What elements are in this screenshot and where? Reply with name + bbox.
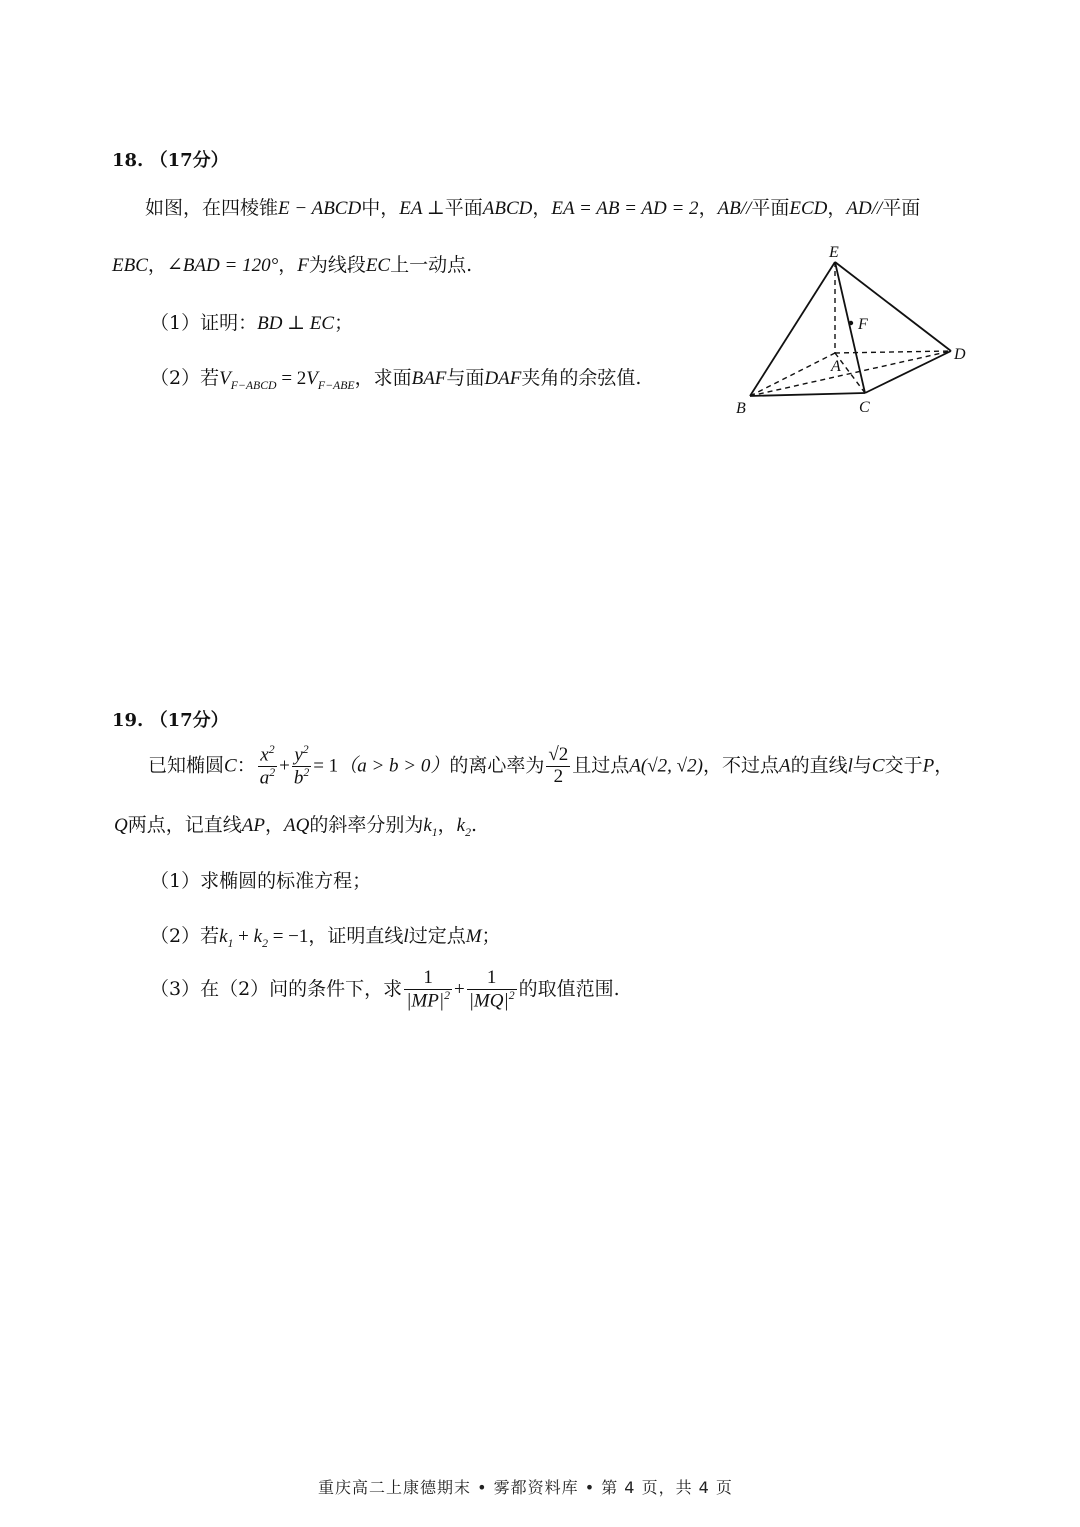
q18-part1 [150, 314, 353, 333]
math [423, 815, 438, 839]
text: 夹角的余弦值. [521, 367, 642, 389]
fraction-1-mp2 [404, 968, 452, 1012]
text: ， [437, 814, 457, 836]
text: ，不过点 [702, 754, 779, 777]
label-E: E [829, 244, 839, 261]
math: BD ⊥ EC [257, 313, 335, 334]
math: EC [365, 255, 391, 276]
numerator: √2 [548, 744, 569, 766]
math: y [294, 744, 303, 766]
math: l [847, 755, 853, 777]
label-F: F [858, 316, 868, 333]
subscript: 2 [262, 936, 268, 950]
numerator [258, 744, 277, 767]
math: P [922, 755, 935, 777]
math: DAF [484, 368, 522, 389]
text: 平面 [751, 197, 790, 219]
text: 上一动点. [390, 254, 473, 276]
label-A: A [831, 358, 841, 375]
numerator: 1 [404, 968, 452, 990]
math: ECD [789, 198, 828, 219]
text: 与 [852, 754, 872, 777]
text: 的取值范围. [518, 978, 620, 1001]
math [253, 926, 268, 950]
fraction-x2-a2 [258, 744, 277, 789]
text: 已知椭圆 [148, 754, 225, 777]
text: 交于 [884, 754, 923, 777]
text: 平面 [444, 197, 483, 219]
math: l [403, 926, 409, 947]
label-B: B [736, 400, 746, 417]
math: ABCD [482, 198, 533, 219]
q19-part2 [150, 927, 501, 950]
math: A(√2, √2) [629, 755, 703, 777]
math: A [778, 755, 791, 777]
denominator [467, 990, 517, 1012]
v-symbol: V [306, 368, 318, 389]
text: . [471, 814, 478, 836]
text: 与面 [446, 367, 485, 389]
text: ，证明直线 [308, 925, 404, 947]
exponent: 2 [508, 988, 515, 1002]
q18-header: 18. （17分） [112, 150, 229, 171]
text: ， [698, 197, 718, 219]
fraction-y2-b2 [292, 744, 311, 789]
denominator [292, 767, 311, 789]
text: ， [278, 254, 298, 276]
math: EA ⊥ [399, 198, 445, 219]
text: ， [827, 197, 847, 219]
math [456, 815, 471, 839]
subscript: 1 [227, 936, 234, 950]
text: ，求面 [354, 367, 412, 389]
math: = −1 [267, 926, 309, 947]
text: 平面 [882, 197, 921, 219]
denominator: 2 [553, 766, 564, 788]
math [219, 926, 234, 950]
math: F [297, 255, 309, 276]
denominator [404, 990, 452, 1012]
q19-part1: （1）求椭圆的标准方程； [150, 870, 372, 892]
k-symbol: k [219, 926, 228, 947]
math: b [293, 767, 304, 789]
q19-part3 [150, 968, 620, 1012]
math: C [871, 755, 885, 777]
exponent: 2 [444, 988, 450, 1002]
math: AB// [717, 198, 752, 219]
k-symbol: k [253, 926, 263, 947]
math: M [465, 926, 482, 947]
math: x [260, 744, 269, 766]
text: ： [236, 754, 256, 777]
text: 为线段 [308, 254, 366, 276]
math: Q [114, 815, 128, 836]
math: E − ABCD [278, 198, 362, 219]
edge-EB [750, 262, 835, 396]
q19-line2 [114, 816, 477, 839]
text: ， [147, 254, 167, 276]
subscript: 1 [431, 825, 438, 839]
q19-header: 19. （17分） [112, 710, 229, 731]
text: （3）在（2）问的条件下，求 [150, 978, 403, 1001]
math: = 1 [313, 755, 339, 777]
math: + [279, 755, 290, 777]
math: （a > b > 0） [338, 755, 450, 777]
text: 过定点 [408, 925, 466, 947]
q19-line1 [148, 744, 953, 789]
math: BAF [411, 368, 447, 389]
point-F [849, 321, 853, 325]
math: |MP| [406, 990, 445, 1012]
math: AQ [283, 815, 310, 836]
text: （2）若 [150, 367, 220, 389]
exponent: 2 [269, 766, 276, 780]
math: EBC [112, 255, 148, 276]
subscript: F−ABE [317, 378, 355, 392]
numerator: 1 [467, 968, 517, 990]
v-symbol: V [219, 368, 231, 389]
text: ； [481, 925, 501, 947]
exponent: 2 [268, 743, 275, 756]
pyramid-figure [725, 238, 975, 423]
text: ， [264, 814, 284, 836]
q18-line2 [112, 256, 472, 275]
math: a [259, 767, 270, 789]
math: C [224, 755, 237, 777]
numerator [292, 744, 311, 767]
edge-BD-hidden [750, 351, 951, 396]
subscript: 2 [465, 825, 471, 839]
text: （1）证明： [150, 312, 258, 334]
text: ， [934, 754, 954, 777]
text: 两点，记直线 [127, 814, 242, 836]
k-symbol: k [423, 815, 432, 836]
text: 且过点 [572, 754, 630, 777]
fraction-1-mq2 [467, 968, 517, 1012]
exponent: 2 [302, 743, 309, 756]
text: ， [532, 197, 552, 219]
edge-CD [865, 351, 951, 393]
math: ∠BAD = 120° [166, 255, 279, 276]
label-D: D [954, 346, 966, 363]
fraction-sqrt2-2 [546, 745, 570, 788]
denominator [258, 767, 277, 789]
edge-BC [750, 393, 865, 396]
math [306, 368, 355, 392]
math: = 2 [276, 368, 307, 389]
text: 如图，在四棱锥 [145, 197, 279, 219]
label-C: C [859, 399, 870, 416]
math: AD// [846, 198, 883, 219]
text: 的直线 [790, 754, 848, 777]
text: 的斜率分别为 [309, 814, 424, 836]
q18-intro-line [145, 199, 920, 218]
text: （2）若 [150, 925, 220, 947]
math: EA = AB = AD = 2 [551, 198, 699, 219]
k-symbol: k [456, 815, 466, 836]
math: + [233, 926, 254, 947]
text: ； [334, 312, 354, 334]
q18-part2 [150, 369, 641, 392]
subscript: F−ABCD [230, 378, 277, 392]
math [219, 368, 277, 392]
text: 中， [361, 197, 400, 219]
edge-AD-hidden [835, 351, 951, 353]
page-footer: 重庆高二上康德期末 • 雾都资料库 • 第 4 页，共 4 页 [318, 1478, 733, 1497]
text: 的离心率为 [449, 754, 545, 777]
math: + [453, 979, 465, 1001]
math: AP [241, 815, 265, 836]
exponent: 2 [303, 766, 310, 780]
math: |MQ| [468, 990, 509, 1012]
